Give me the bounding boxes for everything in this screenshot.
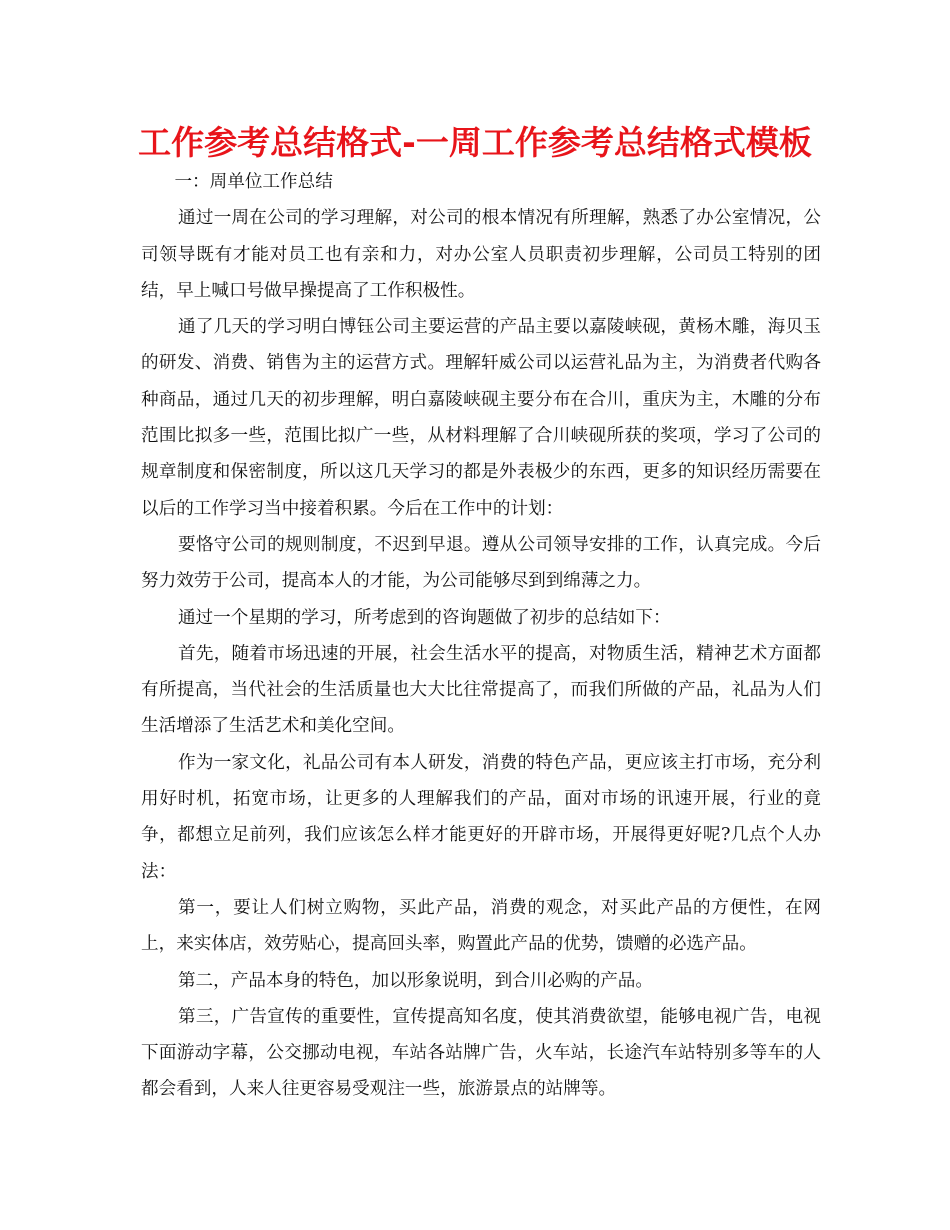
paragraph-method-two: 第二，产品本身的特色，加以形象说明，到合川必购的产品。 <box>177 970 653 991</box>
paragraph-products: 通了几天的学习明白博钰公司主要运营的产品主要以嘉陵峡砚，黄杨木雕，海贝玉的研发、消费、销售为主的运营方式。理解轩威公司以运营礼品为主，为消费者代购各种商品，通过几天的初步理解，明白嘉陵峡砚主要分布在合川，重庆为主，木雕的分布范围比拟多一些，范围比拟广一些，从材料理解了合川峡砚所获的奖项，学习了公司的规章制度和保密制度，所以这几天学习的都是外表极少的东西，更多的知识经历需要在以后的工作学习当中接着积累。今后在工作中的计划： <box>141 317 821 519</box>
paragraph-plan: 要恪守公司的规则制度，不迟到早退。遵从公司领导安排的工作，认真完成。今后努力效劳于公司，提高本人的才能，为公司能够尽到到绵薄之力。 <box>141 534 821 592</box>
paragraph-intro: 通过一周在公司的学习理解，对公司的根本情况有所理解，熟悉了办公室情况，公司领导既有才能对员工也有亲和力，对办公室人员职责初步理解，公司员工特别的团结，早上喊口号做早操提高了工作积极性。 <box>141 208 821 301</box>
section-heading: 一：周单位工作总结 <box>174 172 333 192</box>
paragraph-summary-intro: 通过一个星期的学习，所考虑到的咨询题做了初步的总结如下： <box>177 607 671 628</box>
paragraph-company: 作为一家文化，礼品公司有本人研发，消费的特色产品，更应该主打市场，充分利用好时机，拓宽市场，让更多的人理解我们的产品，面对市场的讯速开展，行业的竟争，都想立足前列，我们应该怎么样才能更好的开辟市场，开展得更好呢?几点个人办法： <box>141 752 821 882</box>
paragraph-first-point: 首先，随着市场迅速的开展，社会生活水平的提高，对物质生活，精神艺术方面都有所提高，当代社会的生活质量也大大比往常提高了，而我们所做的产品，礼品为人们生活增添了生活艺术和美化空间。 <box>141 643 821 737</box>
paragraph-method-three: 第三，广告宣传的重要性，宣传提高知名度，使其消费欲望，能够电视广告，电视下面游动字幕，公交挪动电视，车站各站牌广告，火车站，长途汽车站特别多等车的人都会看到，人来人往更容易受观注一些，旅游景点的站牌等。 <box>141 1006 821 1100</box>
document-body <box>141 164 821 1108</box>
document-title: 工作参考总结格式-一周工作参考总结格式模板 <box>138 123 812 162</box>
paragraph-method-one: 第一，要让人们树立购物，买此产品，消费的观念，对买此产品的方便性，在网上，来实体店，效劳贴心，提高回头率，购置此产品的优势，馈赠的必选产品。 <box>141 897 821 955</box>
